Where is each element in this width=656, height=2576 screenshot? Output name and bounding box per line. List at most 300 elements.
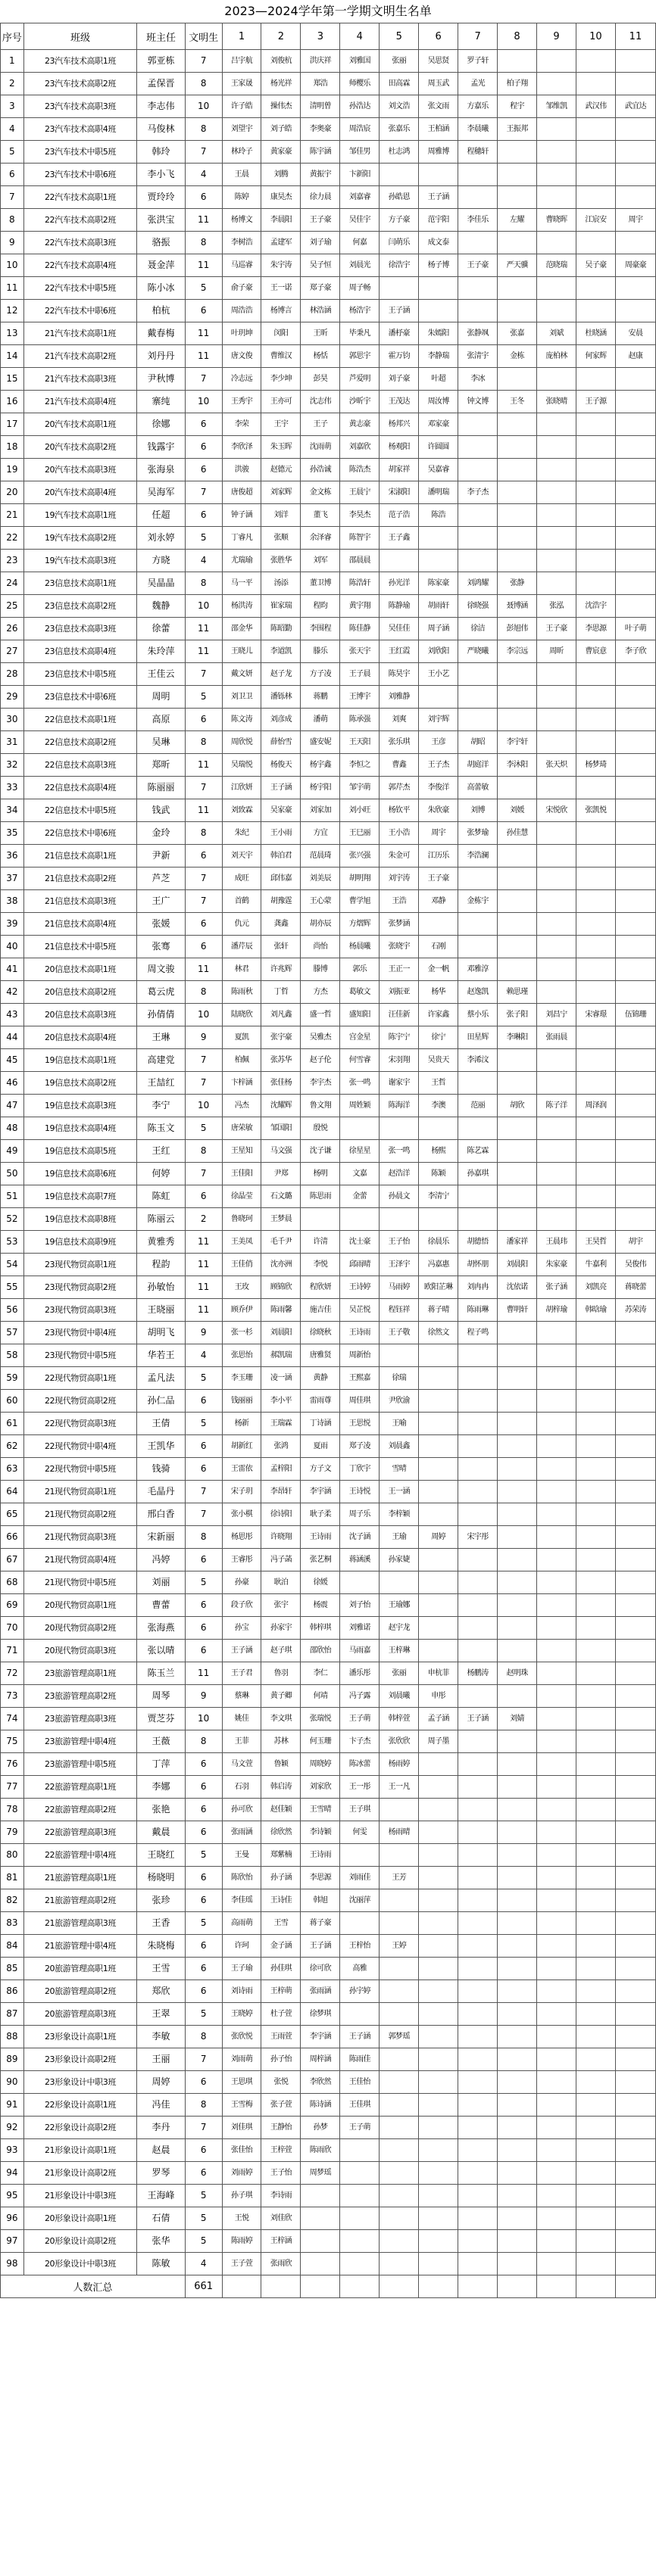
student-name-cell [498, 141, 537, 164]
civilized-count-cell: 11 [185, 345, 222, 368]
student-name-cell [576, 1844, 615, 1867]
student-name-cell: 刘诗雨 [222, 1980, 261, 2003]
student-name-cell: 盛知阳 [340, 1004, 380, 1026]
row-index-cell: 38 [1, 890, 24, 913]
student-name-cell: 洪庆祥 [301, 50, 340, 73]
student-name-cell: 邵晨晨 [340, 550, 380, 572]
civilized-count-cell: 5 [185, 1367, 222, 1390]
student-name-cell: 曹学旭 [340, 890, 380, 913]
student-name-cell: 周姓颖 [340, 1095, 380, 1117]
student-name-cell: 尹郑 [261, 1163, 301, 1185]
civilized-count-cell: 6 [185, 436, 222, 459]
student-name-cell [615, 1958, 655, 1980]
table-row [1, 1889, 656, 1912]
table-row [1, 2162, 656, 2185]
row-index-cell: 65 [1, 1503, 24, 1526]
head-teacher-cell: 王晓红 [137, 1844, 186, 1867]
student-name-cell [458, 1958, 498, 1980]
head-teacher-cell: 郑昕 [137, 754, 186, 777]
student-name-cell: 王婷 [380, 1935, 419, 1958]
civilized-count-cell: 11 [185, 799, 222, 822]
class-name-cell: 20现代物贸高职3班 [23, 1640, 136, 1662]
student-name-cell [576, 731, 615, 754]
row-index-cell: 93 [1, 2139, 24, 2162]
student-name-cell [537, 1799, 576, 1821]
student-name-cell [576, 867, 615, 890]
civilized-count-cell: 7 [185, 1072, 222, 1095]
student-name-cell [498, 867, 537, 890]
student-name-cell: 张文雨 [419, 95, 458, 118]
student-name-cell: 许晓翔 [261, 1526, 301, 1549]
student-name-cell: 胡明翔 [340, 867, 380, 890]
student-name-cell [458, 1072, 498, 1095]
head-teacher-cell: 石倩 [137, 2207, 186, 2230]
student-name-cell: 耿泊 [261, 1571, 301, 1594]
table-header-row [1, 23, 656, 50]
class-name-cell: 20形象设计高职1班 [23, 2207, 136, 2230]
head-teacher-cell: 戴晨 [137, 1821, 186, 1844]
student-name-cell [380, 1344, 419, 1367]
student-name-cell [458, 459, 498, 481]
row-index-cell: 83 [1, 1912, 24, 1935]
student-name-cell [615, 1753, 655, 1776]
class-name-cell: 21信息技术高职3班 [23, 890, 136, 913]
student-name-cell: 王晓婷 [222, 2003, 261, 2026]
head-teacher-cell: 罗琴 [137, 2162, 186, 2185]
civilized-count-cell: 6 [185, 459, 222, 481]
student-name-cell: 王小雨 [261, 822, 301, 845]
student-name-cell [537, 300, 576, 322]
student-name-cell [419, 1640, 458, 1662]
student-name-cell [537, 186, 576, 209]
student-name-cell: 吴家豪 [261, 799, 301, 822]
head-teacher-cell: 周婷 [137, 2071, 186, 2094]
student-name-cell: 杨洪涛 [222, 595, 261, 618]
student-name-cell [576, 1753, 615, 1776]
civilized-count-cell: 11 [185, 618, 222, 640]
table-row [1, 1185, 656, 1208]
civilized-count-cell: 10 [185, 391, 222, 413]
row-index-cell: 84 [1, 1935, 24, 1958]
row-index-cell: 76 [1, 1753, 24, 1776]
student-name-cell [419, 2185, 458, 2207]
student-name-cell [498, 2094, 537, 2117]
class-name-cell: 19汽车技术高职1班 [23, 504, 136, 527]
student-name-cell [458, 1912, 498, 1935]
table-row [1, 186, 656, 209]
student-name-cell: 陈静瑜 [380, 595, 419, 618]
head-teacher-cell: 金玲 [137, 822, 186, 845]
student-name-cell: 丁诗涵 [301, 1413, 340, 1435]
student-name-cell: 夏雨 [301, 1435, 340, 1458]
student-name-cell [615, 1662, 655, 1685]
student-name-cell: 胡家祥 [380, 459, 419, 481]
class-name-cell: 21信息技术中职5班 [23, 936, 136, 958]
row-index-cell: 87 [1, 2003, 24, 2026]
student-name-cell [458, 1435, 498, 1458]
row-index-cell: 47 [1, 1095, 24, 1117]
student-name-cell: 吴瑞悦 [222, 754, 261, 777]
table-row [1, 1844, 656, 1867]
student-name-cell: 许兆辉 [261, 958, 301, 981]
student-name-cell [615, 663, 655, 686]
student-name-cell [537, 1458, 576, 1481]
student-name-cell: 尤瑞瑜 [222, 550, 261, 572]
student-name-cell [615, 2185, 655, 2207]
student-name-cell [419, 2094, 458, 2117]
row-index-cell: 33 [1, 777, 24, 799]
student-name-cell: 田高霖 [380, 73, 419, 95]
student-name-cell: 王诗佳 [261, 1889, 301, 1912]
column-header: 8 [498, 23, 537, 50]
row-index-cell: 9 [1, 232, 24, 254]
column-header: 班级 [23, 23, 136, 50]
civilized-count-cell: 7 [185, 2117, 222, 2139]
row-index-cell: 54 [1, 1254, 24, 1276]
student-name-cell: 高蕾敏 [458, 777, 498, 799]
student-name-cell: 杨观阳 [380, 436, 419, 459]
student-name-cell: 韩晗瑜 [576, 1299, 615, 1322]
table-row [1, 504, 656, 527]
student-name-cell: 朱嫣阳 [419, 322, 458, 345]
summary-total: 661 [185, 2275, 222, 2298]
head-teacher-cell: 刘丽 [137, 1571, 186, 1594]
student-name-cell [458, 1208, 498, 1231]
class-name-cell: 22旅游管理中职4班 [23, 1844, 136, 1867]
student-name-cell [301, 2253, 340, 2275]
class-name-cell: 22汽车技术高职2班 [23, 209, 136, 232]
civilized-count-cell: 10 [185, 1708, 222, 1730]
student-name-cell: 陈冰蕾 [340, 1753, 380, 1776]
student-name-cell [576, 958, 615, 981]
row-index-cell: 29 [1, 686, 24, 709]
student-name-cell [615, 1481, 655, 1503]
student-name-cell: 周豪豪 [615, 254, 655, 277]
student-name-cell [576, 50, 615, 73]
table-row [1, 663, 656, 686]
class-name-cell: 21信息技术高职4班 [23, 913, 136, 936]
table-row [1, 1662, 656, 1685]
student-name-cell [576, 777, 615, 799]
student-name-cell: 周子墨 [419, 1730, 458, 1753]
student-name-cell [419, 2026, 458, 2048]
student-name-cell [615, 867, 655, 890]
student-name-cell [537, 1821, 576, 1844]
student-name-cell: 刘宇涛 [380, 867, 419, 890]
student-name-cell: 李玉珊 [222, 1367, 261, 1390]
head-teacher-cell: 郭亚栋 [137, 50, 186, 73]
student-name-cell: 叶超 [419, 368, 458, 391]
head-teacher-cell: 宋新丽 [137, 1526, 186, 1549]
student-name-cell [419, 1980, 458, 2003]
civilized-count-cell: 8 [185, 731, 222, 754]
student-name-cell [615, 504, 655, 527]
column-header: 1 [222, 23, 261, 50]
student-name-cell [615, 1617, 655, 1640]
student-name-cell: 李浩澜 [458, 845, 498, 867]
student-name-cell: 刘昌宁 [537, 1004, 576, 1026]
table-row [1, 709, 656, 731]
student-name-cell [498, 1799, 537, 1821]
student-name-cell: 赵浩洋 [380, 1163, 419, 1185]
student-name-cell: 刘小旺 [340, 799, 380, 822]
student-name-cell: 曹晓晖 [537, 209, 576, 232]
student-name-cell: 彭旭伟 [498, 618, 537, 640]
student-name-cell [615, 754, 655, 777]
student-name-cell: 芦爱明 [340, 368, 380, 391]
student-name-cell: 张静 [498, 572, 537, 595]
student-name-cell: 程欣妍 [301, 1276, 340, 1299]
student-name-cell: 朱宇涛 [261, 254, 301, 277]
student-name-cell: 李文琪 [261, 1708, 301, 1730]
student-name-cell [458, 1821, 498, 1844]
row-index-cell: 50 [1, 1163, 24, 1185]
student-name-cell [537, 1208, 576, 1231]
student-name-cell [458, 2207, 498, 2230]
student-name-cell: 王子萌 [340, 1708, 380, 1730]
class-name-cell: 23汽车技术高职1班 [23, 50, 136, 73]
student-name-cell: 张丽 [380, 50, 419, 73]
student-name-cell: 蒋子晴 [419, 1299, 458, 1322]
student-name-cell [498, 504, 537, 527]
student-name-cell [615, 1163, 655, 1185]
student-name-cell [537, 1867, 576, 1889]
row-index-cell: 46 [1, 1072, 24, 1095]
civilized-count-cell: 7 [185, 2048, 222, 2071]
table-row [1, 1640, 656, 1662]
student-name-cell [576, 686, 615, 709]
student-name-cell: 王喻 [380, 1413, 419, 1435]
row-index-cell: 5 [1, 141, 24, 164]
class-name-cell: 20汽车技术高职3班 [23, 459, 136, 481]
student-name-cell [498, 186, 537, 209]
student-name-cell: 李晨曦 [458, 118, 498, 141]
student-name-cell [576, 1958, 615, 1980]
student-name-cell [576, 2253, 615, 2275]
class-name-cell: 21旅游管理高职1班 [23, 1867, 136, 1889]
student-name-cell [615, 913, 655, 936]
class-name-cell: 21现代物贸中职5班 [23, 1571, 136, 1594]
civilized-count-cell: 7 [185, 867, 222, 890]
table-row [1, 118, 656, 141]
student-name-cell: 王冬 [498, 391, 537, 413]
student-name-cell [498, 1912, 537, 1935]
student-name-cell: 滕乐 [301, 640, 340, 663]
student-name-cell [458, 2094, 498, 2117]
student-name-cell [380, 1799, 419, 1821]
student-name-cell [537, 1617, 576, 1640]
student-name-cell: 王正一 [380, 958, 419, 981]
student-name-cell [419, 1390, 458, 1413]
student-name-cell [498, 2071, 537, 2094]
student-name-cell: 刘佳琪 [222, 2117, 261, 2139]
table-row [1, 1004, 656, 1026]
student-name-cell [419, 1889, 458, 1912]
student-name-cell [576, 1367, 615, 1390]
civilized-count-cell: 8 [185, 73, 222, 95]
student-name-cell: 王振邦 [498, 118, 537, 141]
student-name-cell [498, 1844, 537, 1867]
student-name-cell [419, 1935, 458, 1958]
student-name-cell: 王小浩 [380, 822, 419, 845]
row-index-cell: 57 [1, 1322, 24, 1344]
student-name-cell [498, 164, 537, 186]
row-index-cell: 2 [1, 73, 24, 95]
head-teacher-cell: 王倩 [137, 1413, 186, 1435]
student-name-cell [537, 1980, 576, 2003]
table-row [1, 867, 656, 890]
student-name-cell [419, 1776, 458, 1799]
student-name-cell: 赵子伦 [301, 1049, 340, 1072]
student-name-cell [615, 2162, 655, 2185]
table-row [1, 1708, 656, 1730]
head-teacher-cell: 丁萍 [137, 1753, 186, 1776]
student-name-cell: 胡新红 [222, 1435, 261, 1458]
student-name-cell [498, 777, 537, 799]
student-name-cell [576, 1481, 615, 1503]
student-name-cell: 杨子博 [419, 254, 458, 277]
student-name-cell [498, 1935, 537, 1958]
student-name-cell: 沈依诺 [498, 1276, 537, 1299]
student-name-cell [340, 2253, 380, 2275]
student-name-cell: 孙嘉琪 [458, 1163, 498, 1185]
student-name-cell [498, 2139, 537, 2162]
student-name-cell [380, 2185, 419, 2207]
head-teacher-cell: 陈小冰 [137, 277, 186, 300]
student-name-cell [576, 550, 615, 572]
student-name-cell: 尹欣渝 [380, 1390, 419, 1413]
class-name-cell: 21形象设计中职3班 [23, 2185, 136, 2207]
student-name-cell: 周玉武 [419, 73, 458, 95]
student-name-cell [419, 277, 458, 300]
student-name-cell: 方嘉乐 [458, 95, 498, 118]
student-name-cell: 王雷依 [222, 1458, 261, 1481]
head-teacher-cell: 吴海军 [137, 481, 186, 504]
student-name-cell [576, 663, 615, 686]
head-teacher-cell: 黄雅秀 [137, 1231, 186, 1254]
student-name-cell [537, 572, 576, 595]
table-row [1, 1254, 656, 1276]
student-name-cell: 陈家豪 [419, 572, 458, 595]
head-teacher-cell: 王丽 [137, 2048, 186, 2071]
civilized-count-cell: 6 [185, 2071, 222, 2094]
student-name-cell [380, 2003, 419, 2026]
head-teacher-cell: 骆振 [137, 232, 186, 254]
civilized-count-cell: 4 [185, 2253, 222, 2275]
student-name-cell [498, 413, 537, 436]
student-name-cell [419, 164, 458, 186]
class-name-cell: 21形象设计高职1班 [23, 2139, 136, 2162]
student-name-cell [419, 527, 458, 550]
student-name-cell [576, 2003, 615, 2026]
class-name-cell: 23现代物贸高职2班 [23, 1276, 136, 1299]
student-name-cell: 李奥豪 [301, 118, 340, 141]
student-name-cell: 许子皓 [222, 95, 261, 118]
student-name-cell [537, 1708, 576, 1730]
class-name-cell: 21信息技术高职1班 [23, 845, 136, 867]
head-teacher-cell: 陈敏 [137, 2253, 186, 2275]
student-name-cell: 王梓怡 [340, 1935, 380, 1958]
student-name-cell [419, 1481, 458, 1503]
student-name-cell: 郝凯瑞 [261, 1344, 301, 1367]
student-name-cell: 段子欣 [222, 1594, 261, 1617]
class-name-cell: 22汽车技术高职1班 [23, 186, 136, 209]
row-index-cell: 3 [1, 95, 24, 118]
student-name-cell: 徐媛 [301, 1571, 340, 1594]
table-row [1, 2253, 656, 2275]
student-name-cell: 朱纪 [222, 822, 261, 845]
class-name-cell: 22现代物贸中职5班 [23, 1458, 136, 1481]
student-name-cell: 杨光祥 [261, 73, 301, 95]
student-name-cell: 王彦 [419, 731, 458, 754]
civilized-count-cell: 6 [185, 1867, 222, 1889]
student-name-cell: 徐梦琪 [301, 2003, 340, 2026]
student-name-cell: 李冰 [458, 368, 498, 391]
class-name-cell: 22信息技术中职5班 [23, 799, 136, 822]
table-row [1, 1776, 656, 1799]
table-row [1, 618, 656, 640]
student-name-cell [458, 1594, 498, 1617]
civilized-count-cell: 6 [185, 1980, 222, 2003]
civilized-count-cell: 11 [185, 1299, 222, 1322]
head-teacher-cell: 张珍 [137, 1889, 186, 1912]
civilized-count-cell: 8 [185, 1140, 222, 1163]
civilized-count-cell: 5 [185, 2207, 222, 2230]
student-name-cell: 邵欣怡 [301, 1640, 340, 1662]
student-name-cell: 陈艺霖 [458, 1140, 498, 1163]
student-name-cell [498, 958, 537, 981]
student-name-cell: 杨震 [301, 1594, 340, 1617]
student-name-cell [498, 1821, 537, 1844]
civilized-count-cell: 10 [185, 595, 222, 618]
class-name-cell: 20信息技术高职2班 [23, 981, 136, 1004]
student-name-cell: 孙家宇 [261, 1617, 301, 1640]
row-index-cell: 20 [1, 481, 24, 504]
student-name-cell [380, 2230, 419, 2253]
student-name-cell: 金栋宇 [458, 890, 498, 913]
student-name-cell [498, 2230, 537, 2253]
student-name-cell [458, 300, 498, 322]
student-name-cell [576, 2139, 615, 2162]
page-title: 2023—2024学年第一学期文明生名单 [224, 4, 432, 18]
student-name-cell [615, 436, 655, 459]
row-index-cell: 61 [1, 1413, 24, 1435]
student-name-cell [419, 2048, 458, 2071]
student-name-cell [576, 1026, 615, 1049]
student-name-cell: 王一涵 [380, 1481, 419, 1503]
civilized-count-cell: 5 [185, 1413, 222, 1435]
student-name-cell: 李思源 [301, 1867, 340, 1889]
student-name-cell [458, 913, 498, 936]
student-name-cell: 李荣 [222, 413, 261, 436]
table-row [1, 2071, 656, 2094]
row-index-cell: 97 [1, 2230, 24, 2253]
student-name-cell [576, 1390, 615, 1413]
student-name-cell [576, 2162, 615, 2185]
student-name-cell [576, 2117, 615, 2139]
student-name-cell: 王诗悦 [340, 1481, 380, 1503]
row-index-cell: 64 [1, 1481, 24, 1503]
student-name-cell [576, 1685, 615, 1708]
student-name-cell [458, 1685, 498, 1708]
student-name-cell [615, 1935, 655, 1958]
student-name-cell: 刘雨婷 [222, 2162, 261, 2185]
student-name-cell: 冷志远 [222, 368, 261, 391]
student-name-cell [498, 663, 537, 686]
student-name-cell: 沈士豪 [340, 1231, 380, 1254]
head-teacher-cell: 孙敏怡 [137, 1276, 186, 1299]
student-name-cell [576, 141, 615, 164]
